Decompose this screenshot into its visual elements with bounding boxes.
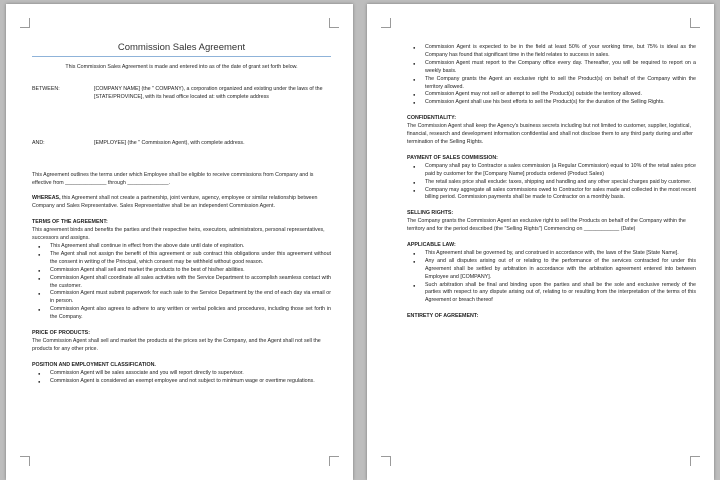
price-paragraph: The Commission Agent shall sell and market the products at the prices set by the Company, and the Agent shall not sell the products for any other price. [32, 337, 321, 352]
whereas-label: WHEREAS, [32, 195, 61, 202]
duties-list [407, 44, 696, 107]
law-heading: APPLICABLE LAW: [407, 242, 456, 249]
document-page-2 [367, 4, 714, 480]
terms-heading: TERMS OF THE AGREEMENT: [32, 219, 108, 226]
crop-mark [20, 456, 30, 466]
list-item: ● Commission Agent must report to the Company office every day. Thereafter, you will be required to report on a weekly basis. [407, 60, 696, 76]
and-text: [EMPLOYEE] (the " Commission Agent), with complete address. [94, 139, 245, 146]
selling-heading: SELLING RIGHTS: [407, 210, 454, 217]
terms-paragraph: This agreement binds and benefits the parties and their respective heirs, executors, administrators, personal representatives, successors and assigns. [32, 227, 325, 242]
party-between [32, 86, 331, 102]
crop-mark [690, 18, 700, 28]
whereas-text: this Agreement shall not create a partnership, joint venture, agency, employee or similar relationship between Company and Sales Representative. Sales Representative shall be an independent Commission Agent. [32, 195, 318, 210]
list-item: ● Commission Agent must submit paperwork for each sale to the Service Department by the end of each day via email or in person. [32, 290, 331, 306]
crop-mark [690, 456, 700, 466]
crop-mark [381, 18, 391, 28]
selling-paragraph: The Company grants the Commission Agent an exclusive right to sell the Products on behalf of the Company within the territory and for the period described (the "Selling Rights") Commencing on ____________ (Date) [407, 218, 686, 233]
list-item: ● Commission Agent also agrees to adhere to any written or verbal policies and procedures, including those set forth in the Company. [32, 306, 331, 322]
crop-mark [20, 18, 30, 28]
list-item: ● The Company grants the Agent an exclusive right to sell the Product(s) on behalf of the Company within the territory allowed. [407, 76, 696, 92]
whereas-paragraph [32, 195, 331, 211]
list-item: ● Commission Agent will be sales associate and you will report directly to supervisor. [32, 370, 331, 378]
terms-list [32, 243, 331, 322]
confidentiality-heading: CONFIDENTIALITY: [407, 115, 457, 122]
list-item: ● Commission Agent is expected to be in the field at least 50% of your working time, but 75% is ideal as the Company has found that significant time in the field relates to success in sales. [407, 44, 696, 60]
party-and [32, 140, 331, 148]
list-item: ● Commission Agent is considered an exempt employee and not subject to minimum wage or overtime regulations. [32, 378, 331, 386]
intro-paragraph: This Commission Sales Agreement is made and entered into as of the date of grant set forth below. [65, 64, 298, 70]
between-label: BETWEEN: [32, 85, 60, 92]
list-item: ● This Agreement shall be governed by, and construed in accordance with, the laws of the State [State Name]. [407, 250, 696, 258]
list-item: ● Company may aggregate all sales commissions owed to Contractor for sales made and collected in the most recent billing period. Commission payments shall be made to Contractor on a monthly basis. [407, 187, 696, 203]
crop-mark [329, 456, 339, 466]
list-item: ● Commission Agent shall use his best efforts to sell the Product(s) for the duration of the Selling Rights. [407, 99, 696, 107]
entirety-heading: ENTIRETY OF AGREEMENT: [407, 313, 479, 320]
list-item: ● Commission Agent shall sell and market the products to the best of his/her abilities. [32, 267, 331, 275]
between-text: [COMPANY NAME] (the " COMPANY), a corporation organized and existing under the laws of the [STATE/PROVINCE], with its head office located at: with complete address [94, 85, 323, 100]
outline-paragraph: This Agreement outlines the terms under which Employee shall be eligible to receive commissions from Company and is effective from ______________ through ______________. [32, 171, 314, 186]
law-list [407, 250, 696, 305]
crop-mark [381, 456, 391, 466]
list-item: ● Such arbitration shall be final and binding upon the parties and shall be the sole and exclusive remedy of the parties with respect to any dispute arising out of, relating to or resulting from the interpretation of the terms of this Agreement or breach thereof [407, 282, 696, 306]
document-page-1 [6, 4, 353, 480]
price-heading: PRICE OF PRODUCTS: [32, 330, 90, 337]
position-list [32, 370, 331, 386]
list-item: ● Company shall pay to Contractor a sales commission (a Regular Commission) equal to 10% of the retail sales price paid by customer for the [Company Name] products ordered (Product Sales) [407, 163, 696, 179]
list-item: ● Any and all disputes arising out of or relating to the performance of the services contracted for under this Agreement shall be settled by arbitration in accordance with the arbitration agreement entered into between Employee and [COMPANY]. [407, 258, 696, 282]
list-item: ● This Agreement shall continue in effect from the above date until date of expiration. [32, 243, 331, 251]
list-item: ● The retail sales price shall exclude: taxes, shipping and handling and any other special charges paid by customer. [407, 179, 696, 187]
list-item: ● The Agent shall not assign the benefit of this agreement or sub contract this obligations under this agreement without the consent in writing of the Principal, which consent may be withheld without good reason. [32, 251, 331, 267]
crop-mark [329, 18, 339, 28]
payment-heading: PAYMENT OF SALES COMMISSION: [407, 154, 498, 161]
list-item: ● Commission Agent shall coordinate all sales activities with the Service Department to accomplish seamless contact with the customer. [32, 275, 331, 291]
list-item: ● Commission Agent may not sell or attempt to sell the Product(s) outside the territory allowed. [407, 91, 696, 99]
payment-list [407, 163, 696, 203]
document-title: Commission Sales Agreement [32, 42, 331, 57]
confidentiality-paragraph: The Commission Agent shall keep the Agency's business secrets including but not limited to customer, supplier, logistical, financial, research and development information confidential and shall not disclose them to any third party during and after termination of the Selling Rights. [407, 123, 693, 145]
and-label: AND: [32, 139, 45, 146]
position-heading: POSITION AND EMPLOYMENT CLASSIFICATION. [32, 361, 156, 368]
